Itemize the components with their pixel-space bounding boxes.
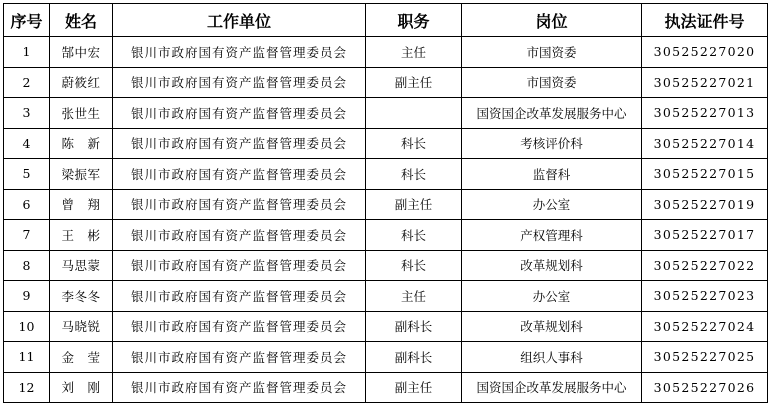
table-row — [4, 220, 768, 251]
cell-unit: 银川市政府国有资产监督管理委员会 — [113, 37, 366, 68]
cell-cert: 30525227015 — [642, 159, 768, 190]
cell-title: 副主任 — [366, 67, 462, 98]
header-post: 岗位 — [462, 4, 642, 37]
cell-cert: 30525227019 — [642, 189, 768, 220]
cell-post: 办公室 — [462, 189, 642, 220]
table-row — [4, 342, 768, 373]
header-unit: 工作单位 — [113, 4, 366, 37]
cell-title: 科长 — [366, 250, 462, 281]
cell-seq: 6 — [4, 189, 50, 220]
table-row — [4, 250, 768, 281]
table-row — [4, 311, 768, 342]
cell-post: 国资国企改革发展服务中心 — [462, 372, 642, 403]
cell-post: 改革规划科 — [462, 250, 642, 281]
cell-post: 办公室 — [462, 281, 642, 312]
table-row — [4, 67, 768, 98]
header-row — [4, 4, 768, 37]
cell-name: 蔚筱红 — [50, 67, 113, 98]
cell-unit: 银川市政府国有资产监督管理委员会 — [113, 372, 366, 403]
cell-unit: 银川市政府国有资产监督管理委员会 — [113, 128, 366, 159]
cell-cert: 30525227026 — [642, 372, 768, 403]
cell-unit: 银川市政府国有资产监督管理委员会 — [113, 342, 366, 373]
cell-cert: 30525227022 — [642, 250, 768, 281]
cell-cert: 30525227025 — [642, 342, 768, 373]
cell-post: 市国资委 — [462, 67, 642, 98]
cell-title: 科长 — [366, 220, 462, 251]
cell-cert: 30525227017 — [642, 220, 768, 251]
cell-title: 副科长 — [366, 311, 462, 342]
cell-cert: 30525227024 — [642, 311, 768, 342]
header-cert: 执法证件号 — [642, 4, 768, 37]
cell-seq: 4 — [4, 128, 50, 159]
cell-post: 市国资委 — [462, 37, 642, 68]
cell-unit: 银川市政府国有资产监督管理委员会 — [113, 189, 366, 220]
cell-title: 科长 — [366, 159, 462, 190]
personnel-table — [3, 3, 768, 403]
table-row — [4, 281, 768, 312]
cell-title: 副主任 — [366, 372, 462, 403]
cell-cert: 30525227021 — [642, 67, 768, 98]
cell-cert: 30525227020 — [642, 37, 768, 68]
cell-unit: 银川市政府国有资产监督管理委员会 — [113, 67, 366, 98]
header-title: 职务 — [366, 4, 462, 37]
cell-seq: 2 — [4, 67, 50, 98]
cell-title — [366, 98, 462, 129]
cell-name: 马晓锐 — [50, 311, 113, 342]
cell-name: 张世生 — [50, 98, 113, 129]
cell-seq: 3 — [4, 98, 50, 129]
cell-name: 曾 翔 — [50, 189, 113, 220]
cell-title: 副科长 — [366, 342, 462, 373]
cell-post: 考核评价科 — [462, 128, 642, 159]
cell-unit: 银川市政府国有资产监督管理委员会 — [113, 98, 366, 129]
cell-cert: 30525227014 — [642, 128, 768, 159]
cell-name: 王 彬 — [50, 220, 113, 251]
cell-title: 主任 — [366, 281, 462, 312]
cell-post: 监督科 — [462, 159, 642, 190]
header-seq: 序号 — [4, 4, 50, 37]
cell-name: 陈 新 — [50, 128, 113, 159]
cell-cert: 30525227013 — [642, 98, 768, 129]
cell-seq: 10 — [4, 311, 50, 342]
cell-name: 李冬冬 — [50, 281, 113, 312]
table-row — [4, 37, 768, 68]
cell-unit: 银川市政府国有资产监督管理委员会 — [113, 311, 366, 342]
cell-post: 国资国企改革发展服务中心 — [462, 98, 642, 129]
cell-title: 副主任 — [366, 189, 462, 220]
cell-name: 郜中宏 — [50, 37, 113, 68]
cell-post: 改革规划科 — [462, 311, 642, 342]
cell-name: 马思蒙 — [50, 250, 113, 281]
table-row — [4, 128, 768, 159]
cell-cert: 30525227023 — [642, 281, 768, 312]
cell-unit: 银川市政府国有资产监督管理委员会 — [113, 250, 366, 281]
header-name: 姓名 — [50, 4, 113, 37]
table-row — [4, 159, 768, 190]
cell-name: 梁振军 — [50, 159, 113, 190]
table-row — [4, 372, 768, 403]
cell-seq: 9 — [4, 281, 50, 312]
cell-unit: 银川市政府国有资产监督管理委员会 — [113, 281, 366, 312]
cell-seq: 8 — [4, 250, 50, 281]
cell-unit: 银川市政府国有资产监督管理委员会 — [113, 220, 366, 251]
cell-unit: 银川市政府国有资产监督管理委员会 — [113, 159, 366, 190]
cell-title: 主任 — [366, 37, 462, 68]
cell-seq: 5 — [4, 159, 50, 190]
cell-post: 产权管理科 — [462, 220, 642, 251]
cell-seq: 11 — [4, 342, 50, 373]
cell-seq: 12 — [4, 372, 50, 403]
cell-title: 科长 — [366, 128, 462, 159]
cell-name: 金 莹 — [50, 342, 113, 373]
cell-post: 组织人事科 — [462, 342, 642, 373]
table-row — [4, 98, 768, 129]
cell-name: 刘 刚 — [50, 372, 113, 403]
cell-seq: 1 — [4, 37, 50, 68]
table-row — [4, 189, 768, 220]
cell-seq: 7 — [4, 220, 50, 251]
